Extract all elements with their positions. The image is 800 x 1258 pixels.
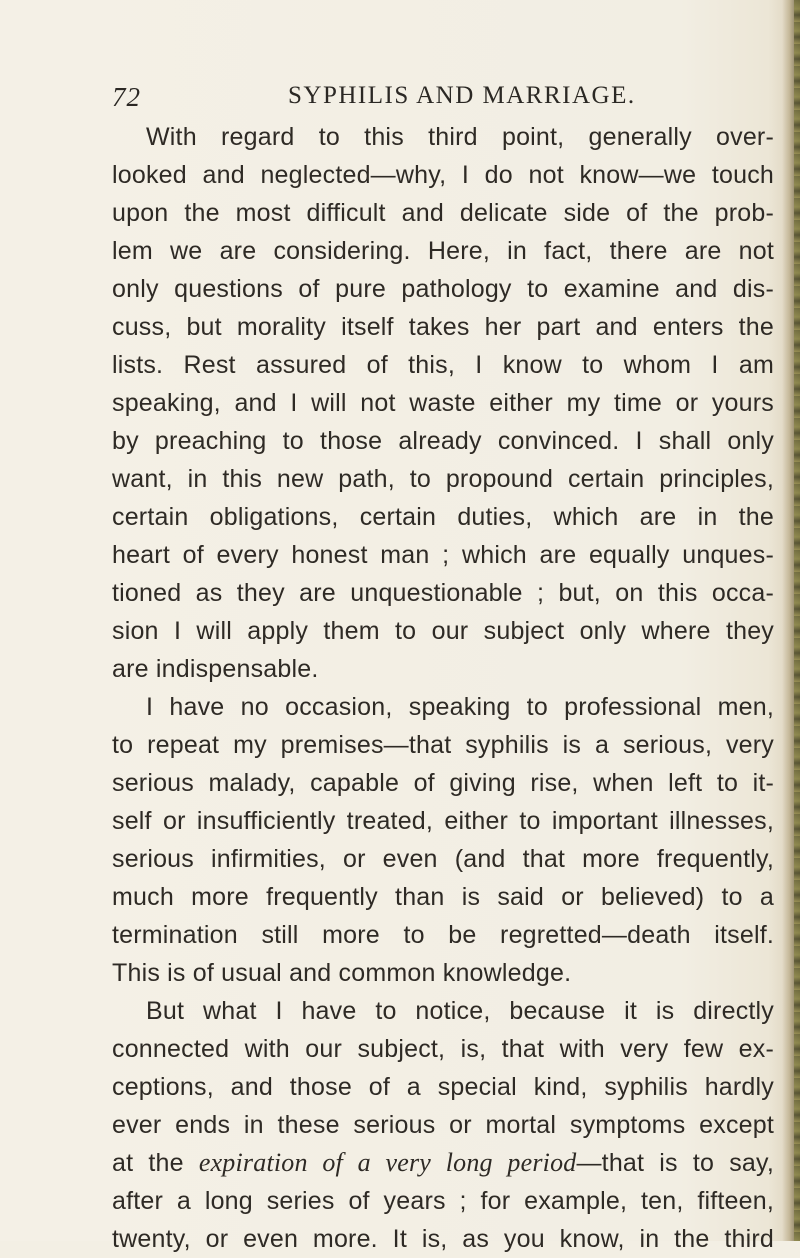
running-head [110, 82, 760, 118]
text-line: ceptions, and those of a special kind, syphilis hardly [112, 1073, 774, 1101]
text-line: heart of every honest man ; which are equally unques- [112, 541, 774, 569]
text-line: cuss, but morality itself takes her part and enters the [112, 313, 774, 341]
text-line: I have no occasion, speaking to professional men, [146, 693, 774, 721]
text-line: But what I have to notice, because it is directly [146, 997, 774, 1025]
text-line: twenty, or even more. It is, as you know, in the third [112, 1225, 774, 1253]
text-block [112, 118, 774, 1258]
text-line: serious infirmities, or even (and that more frequently, [112, 845, 774, 873]
text-segment: —that is to say, [576, 1149, 775, 1177]
italic-phrase: expiration of a very long period [198, 1148, 577, 1177]
running-title: SYPHILIS AND MARRIAGE. [288, 82, 636, 109]
text-line: to repeat my premises—that syphilis is a serious, very [112, 731, 774, 759]
text-line: sion I will apply them to our subject only where they [112, 617, 774, 645]
text-line: want, in this new path, to propound certain principles, [112, 465, 774, 493]
text-line: termination still more to be regretted—death itself. [112, 921, 774, 949]
text-line: With regard to this third point, generally over- [146, 123, 774, 151]
text-line: self or insufficiently treated, either to important illnesses, [112, 807, 774, 835]
text-line: speaking, and I will not waste either my time or yours [112, 389, 774, 417]
text-line: certain obligations, certain duties, which are in the [112, 503, 774, 531]
text-line: connected with our subject, is, that with very few ex- [112, 1035, 774, 1063]
text-line: looked and neglected—why, I do not know—we touch [112, 161, 774, 189]
text-line: are indispensable. [112, 655, 319, 683]
text-line: only questions of pure pathology to examine and dis- [112, 275, 774, 303]
text-line: ever ends in these serious or mortal symptoms except [112, 1111, 774, 1139]
text-line: lists. Rest assured of this, I know to whom I am [112, 351, 774, 379]
text-line: upon the most difficult and delicate side of the prob- [112, 199, 774, 227]
text-line: This is of usual and common knowledge. [112, 959, 572, 987]
text-line: after a long series of years ; for example, ten, fifteen, [112, 1187, 774, 1215]
text-line: tioned as they are unquestionable ; but, on this occa- [112, 579, 774, 607]
text-line: much more frequently than is said or believed) to a [112, 883, 774, 911]
text-line: by preaching to those already convinced. I shall only [112, 427, 774, 455]
text-segment: at the [112, 1149, 199, 1177]
text-line: lem we are considering. Here, in fact, there are not [112, 237, 774, 265]
page-number: 72 [112, 82, 141, 112]
text-line-with-italic [112, 1144, 774, 1182]
text-line: serious malady, capable of giving rise, when left to it- [112, 769, 774, 797]
page-edge-strip [794, 0, 800, 1241]
